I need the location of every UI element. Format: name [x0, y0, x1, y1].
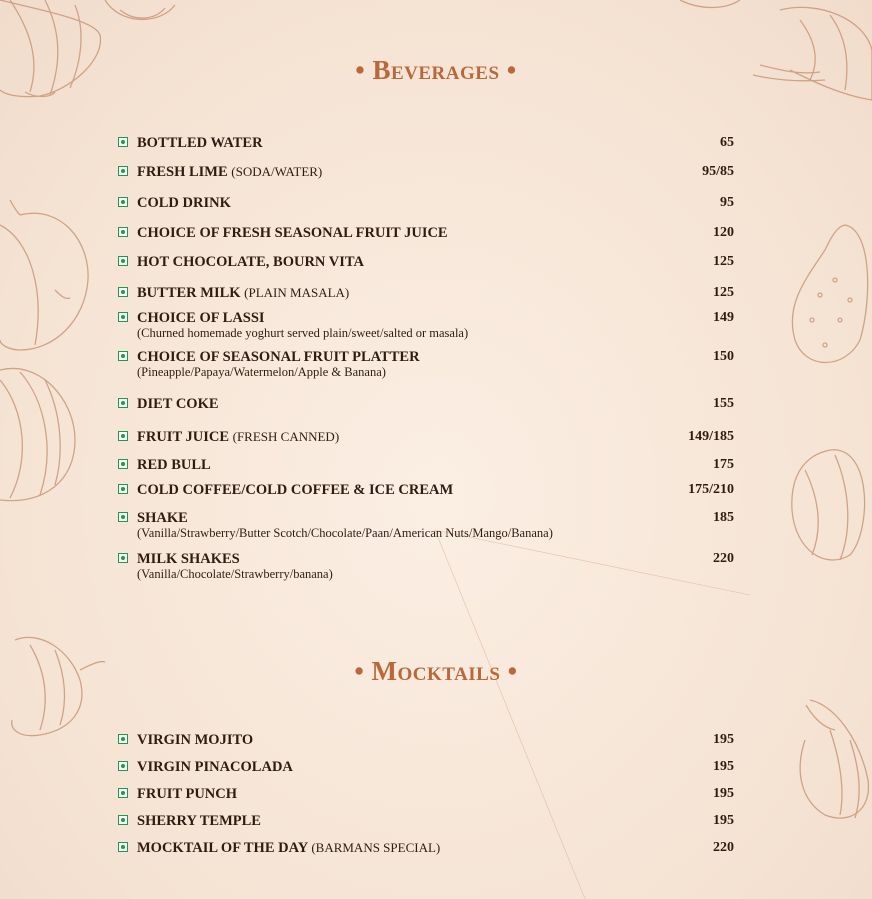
- item-name: [137, 135, 263, 152]
- item-price: 125: [713, 254, 734, 269]
- veg-mark-icon: [118, 431, 128, 441]
- item-name-text: FRUIT JUICE: [137, 429, 229, 445]
- veg-mark-icon: [118, 842, 128, 852]
- item-name: [137, 254, 364, 271]
- item-name: [137, 840, 440, 857]
- item-name: [137, 396, 219, 413]
- item-name: [137, 310, 265, 327]
- item-name: [137, 510, 188, 527]
- item-name-text: CHOICE OF LASSI: [137, 310, 265, 326]
- veg-mark-icon: [118, 553, 128, 563]
- item-name: [137, 551, 240, 568]
- item-name: [137, 349, 420, 366]
- item-name-text: VIRGIN PINACOLADA: [137, 759, 293, 775]
- item-price: 220: [713, 551, 734, 566]
- item-price: 149: [713, 310, 734, 325]
- veg-mark-icon: [118, 788, 128, 798]
- item-note: (FRESH CANNED): [232, 429, 340, 444]
- item-price: 149/185: [688, 429, 734, 444]
- veg-mark-icon: [118, 484, 128, 494]
- item-price: 150: [713, 349, 734, 364]
- veg-mark-icon: [118, 512, 128, 522]
- item-name: [137, 482, 453, 499]
- item-name-text: COLD COFFEE/COLD COFFEE & ICE CREAM: [137, 482, 454, 498]
- item-price: 195: [713, 732, 734, 747]
- item-note: (PLAIN MASALA): [244, 285, 350, 300]
- item-price: 220: [713, 840, 734, 855]
- item-name: [137, 225, 448, 242]
- item-name: [137, 164, 322, 181]
- veg-mark-icon: [118, 459, 128, 469]
- item-name-text: SHERRY TEMPLE: [137, 813, 261, 829]
- item-name: [137, 732, 253, 749]
- beverages-heading: • Beverages •: [355, 55, 517, 85]
- item-description: (Pineapple/Papaya/Watermelon/Apple & Banana): [137, 365, 386, 379]
- item-name-text: RED BULL: [137, 457, 211, 473]
- veg-mark-icon: [118, 815, 128, 825]
- veg-mark-icon: [118, 761, 128, 771]
- item-description: (Churned homemade yoghurt served plain/sweet/salted or masala): [137, 326, 469, 340]
- item-price: 65: [720, 135, 734, 150]
- veg-mark-icon: [118, 227, 128, 237]
- item-name-text: FRESH LIME: [137, 164, 228, 180]
- item-name: [137, 813, 261, 830]
- item-name: [137, 195, 231, 212]
- veg-mark-icon: [118, 351, 128, 361]
- item-description: (Vanilla/Chocolate/Strawberry/banana): [137, 567, 333, 581]
- item-price: 95: [720, 195, 734, 210]
- item-price: 95/85: [702, 164, 734, 179]
- item-price: 175/210: [688, 482, 734, 497]
- item-name: [137, 457, 211, 474]
- item-name-text: CHOICE OF SEASONAL FRUIT PLATTER: [137, 349, 420, 365]
- item-name-text: HOT CHOCOLATE, BOURN VITA: [137, 254, 364, 270]
- item-price: 195: [713, 759, 734, 774]
- item-name: [137, 429, 339, 446]
- mocktails-heading: • Mocktails •: [354, 656, 518, 686]
- item-name-text: BOTTLED WATER: [137, 135, 263, 151]
- veg-mark-icon: [118, 312, 128, 322]
- item-name-text: MILK SHAKES: [137, 551, 240, 567]
- item-name-text: COLD DRINK: [137, 195, 231, 211]
- veg-mark-icon: [118, 398, 128, 408]
- item-name-text: FRUIT PUNCH: [137, 786, 238, 802]
- item-name-text: VIRGIN MOJITO: [137, 732, 254, 748]
- item-note: (SODA/WATER): [231, 164, 323, 179]
- item-price: 185: [713, 510, 734, 525]
- item-name-text: DIET COKE: [137, 396, 219, 412]
- item-name: [137, 759, 293, 776]
- veg-mark-icon: [118, 197, 128, 207]
- item-name: [137, 285, 349, 302]
- item-name: [137, 786, 237, 803]
- item-price: 155: [713, 396, 734, 411]
- item-name-text: SHAKE: [137, 510, 188, 526]
- veg-mark-icon: [118, 166, 128, 176]
- veg-mark-icon: [118, 137, 128, 147]
- item-description: (Vanilla/Strawberry/Butter Scotch/Chocolate/Paan/American Nuts/Mango/Banana): [137, 526, 553, 540]
- item-price: 195: [713, 813, 734, 828]
- veg-mark-icon: [118, 256, 128, 266]
- item-price: 195: [713, 786, 734, 801]
- item-price: 125: [713, 285, 734, 300]
- veg-mark-icon: [118, 734, 128, 744]
- item-name-text: CHOICE OF FRESH SEASONAL FRUIT JUICE: [137, 225, 448, 241]
- item-name-text: BUTTER MILK: [137, 285, 241, 301]
- veg-mark-icon: [118, 287, 128, 297]
- item-name-text: MOCKTAIL OF THE DAY: [137, 840, 308, 856]
- item-price: 120: [713, 225, 734, 240]
- item-note: (BARMANS SPECIAL): [311, 840, 441, 855]
- item-price: 175: [713, 457, 734, 472]
